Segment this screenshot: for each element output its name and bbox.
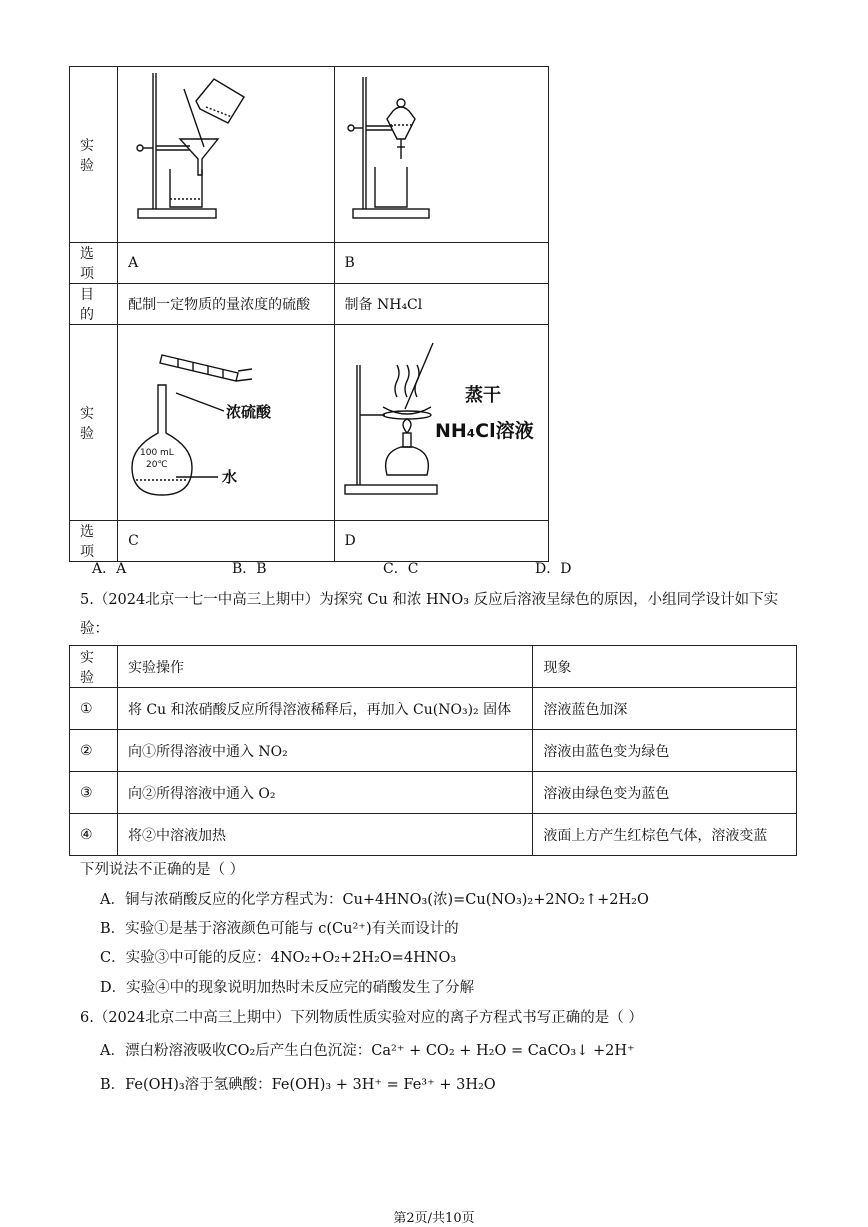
label-flask-temp: 20℃ — [146, 460, 168, 470]
option-C: C — [118, 521, 334, 562]
label-water: 水 — [222, 468, 238, 486]
q5-row-id: ③ — [70, 772, 118, 814]
purpose-B: 制备 NH₄Cl — [334, 284, 548, 325]
table-row — [70, 730, 797, 772]
table-row — [70, 772, 797, 814]
q4-choice-C[interactable]: C．C — [383, 561, 419, 577]
q6-option-B[interactable]: B．Fe(OH)₃溶于氢碘酸：Fe(OH)₃ + 3H⁺ = Fe³⁺ + 3H₂O — [100, 1077, 496, 1093]
row-label-option-2: 选项 — [70, 521, 118, 562]
q5-row-op: 将②中溶液加热 — [117, 814, 532, 856]
separatory-funnel-apparatus-figure — [335, 67, 547, 238]
q5-row-result: 溶液由绿色变为蓝色 — [533, 772, 797, 814]
q4-choice-A[interactable]: A．A — [92, 561, 127, 577]
apparatus-D-cell — [334, 325, 548, 521]
option-B: B — [334, 243, 548, 284]
q5-row-result: 溶液由蓝色变为绿色 — [533, 730, 797, 772]
q5-header-exp: 实验 — [70, 646, 118, 688]
volumetric-flask-figure — [118, 325, 332, 516]
q5-table — [69, 645, 797, 856]
apparatus-A-cell — [118, 67, 334, 243]
q5-header-result: 现象 — [533, 646, 797, 688]
apparatus-C-cell — [118, 325, 334, 521]
q5-question: 下列说法不正确的是（ ） — [80, 862, 245, 878]
option-D: D — [334, 521, 548, 562]
filtration-apparatus-figure — [118, 67, 332, 238]
q5-row-result: 溶液蓝色加深 — [533, 688, 797, 730]
q4-choice-D[interactable]: D．D — [535, 561, 572, 577]
label-evaporate: 蒸干 — [464, 385, 501, 406]
row-label-experiment: 实验 — [70, 67, 118, 243]
q5-row-op: 向②所得溶液中通入 O₂ — [117, 772, 532, 814]
apparatus-B-cell — [334, 67, 548, 243]
q5-option-D[interactable]: D．实验④中的现象说明加热时未反应完的硝酸发生了分解 — [100, 980, 475, 996]
q5-option-B[interactable]: B．实验①是基于溶液颜色可能与 c(Cu²⁺)有关而设计的 — [100, 921, 459, 937]
q5-option-C[interactable]: C．实验③中可能的反应：4NO₂+O₂+2H₂O=4HNO₃ — [100, 950, 457, 966]
q6-option-A[interactable]: A．漂白粉溶液吸收CO₂后产生白色沉淀：Ca²⁺ + CO₂ + H₂O = CaCO₃↓ +2H⁺ — [100, 1043, 635, 1059]
evaporation-apparatus-figure — [335, 325, 547, 516]
q5-row-id: ① — [70, 688, 118, 730]
label-flask-volume: 100 mL — [140, 448, 174, 458]
row-label-option: 选项 — [70, 243, 118, 284]
q5-row-id: ④ — [70, 814, 118, 856]
q5-header-op: 实验操作 — [117, 646, 532, 688]
q5-row-op: 向①所得溶液中通入 NO₂ — [117, 730, 532, 772]
page-footer: 第2页/共10页 — [393, 1211, 475, 1226]
q6-stem: 6.（2024北京二中高三上期中）下列物质性质实验对应的离子方程式书写正确的是（ ） — [80, 1010, 643, 1026]
q5-stem: 5.（2024北京一七一中高三上期中）为探究 Cu 和浓 HNO₃ 反应后溶液呈绿色的原因，小组同学设计如下实 — [80, 592, 779, 608]
q5-stem-cont: 验： — [80, 621, 109, 637]
option-A: A — [118, 243, 334, 284]
table-row — [70, 814, 797, 856]
label-nh4cl-solution: NH₄Cl溶液 — [434, 420, 534, 442]
purpose-A: 配制一定物质的量浓度的硫酸 — [118, 284, 334, 325]
row-label-purpose: 目的 — [70, 284, 118, 325]
q5-row-op: 将 Cu 和浓硝酸反应所得溶液稀释后，再加入 Cu(NO₃)₂ 固体 — [117, 688, 532, 730]
q4-choice-B[interactable]: B．B — [232, 561, 267, 577]
q4-table — [69, 66, 549, 562]
q5-option-A[interactable]: A．铜与浓硝酸反应的化学方程式为：Cu+4HNO₃(浓)=Cu(NO₃)₂+2NO₂↑+2H₂O — [100, 892, 649, 908]
table-row — [70, 688, 797, 730]
label-conc-acid: 浓硫酸 — [226, 403, 272, 421]
q5-row-id: ② — [70, 730, 118, 772]
row-label-experiment-2: 实验 — [70, 325, 118, 521]
q5-row-result: 液面上方产生红棕色气体，溶液变蓝 — [533, 814, 797, 856]
